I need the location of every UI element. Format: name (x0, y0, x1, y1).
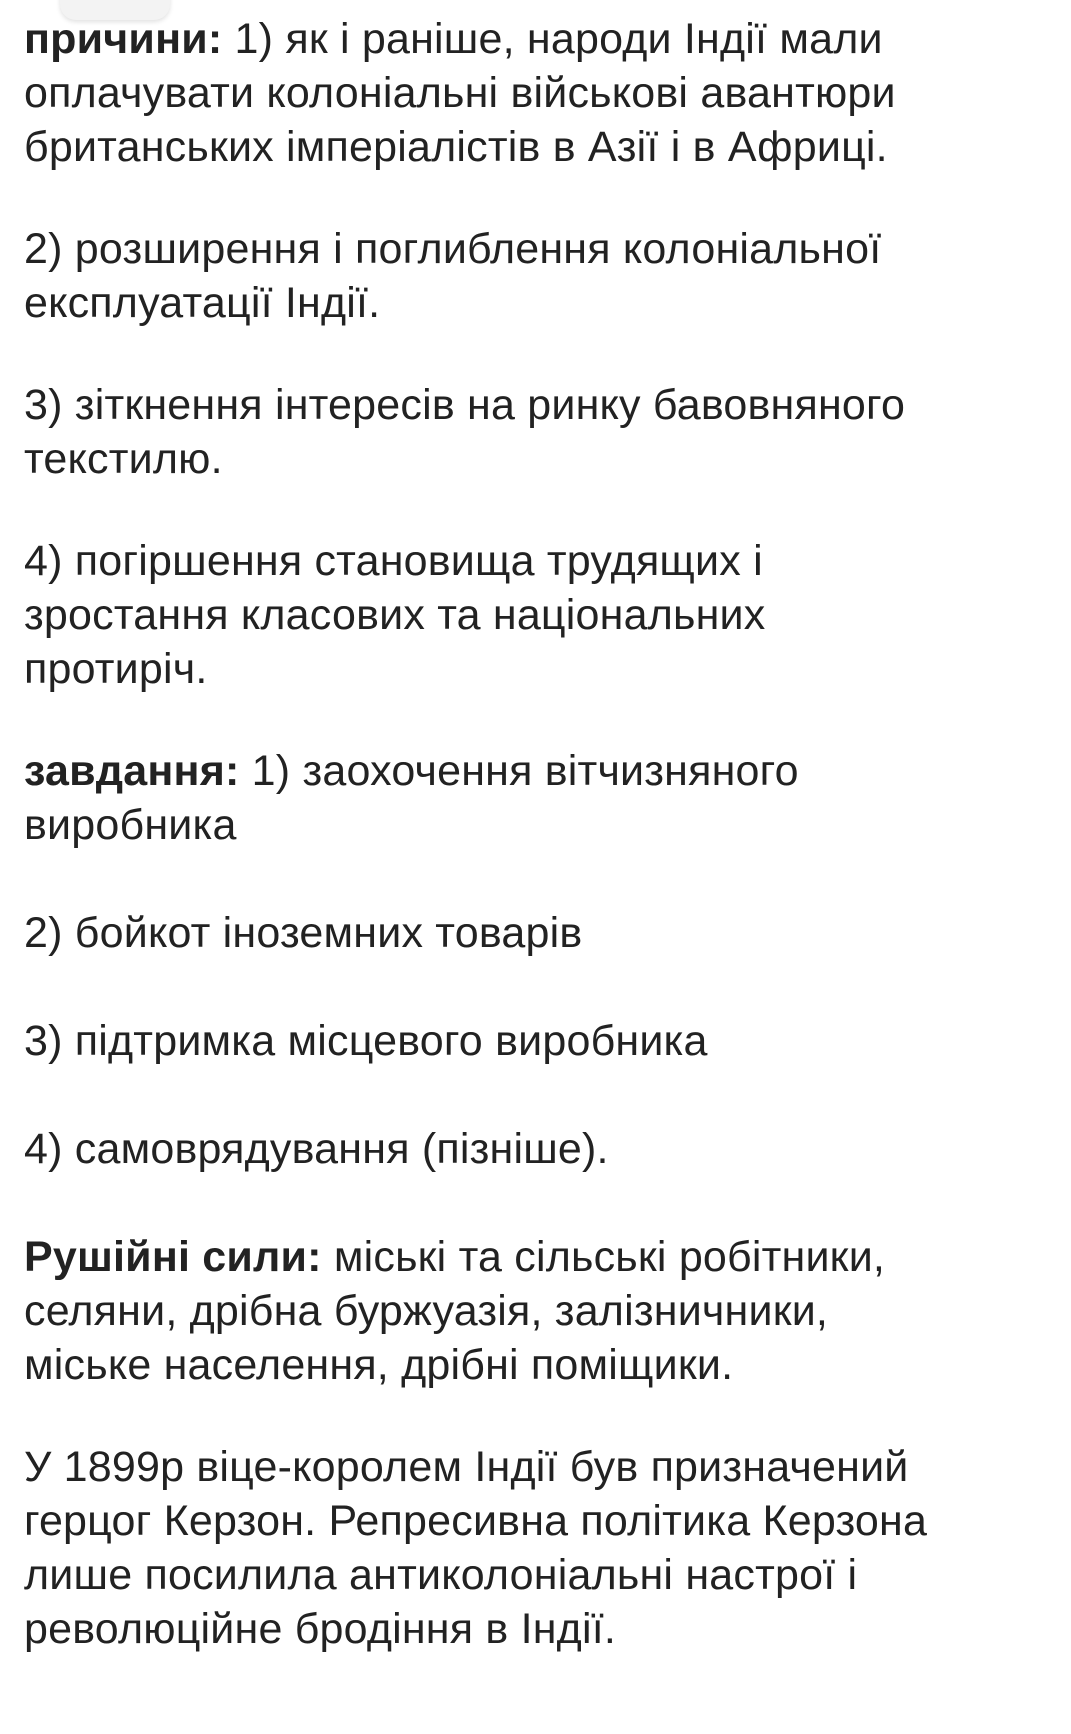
curzon-paragraph (24, 1440, 1059, 1656)
causes-item-3-line-2: текстилю. (24, 435, 223, 483)
curzon-line-1: У 1899р віце-королем Індії був призначений (24, 1443, 909, 1491)
tasks-paragraph-4 (24, 1122, 1059, 1176)
curzon-line-2: герцог Керзон. Репресивна політика Керзона (24, 1497, 928, 1545)
curzon-line-4: революційне бродіння в Індії. (24, 1605, 617, 1653)
forces-line-2: селяни, дрібна буржуазія, залізничники, (24, 1287, 829, 1335)
causes-item-1-line-1: 1) як і раніше, народи Індії мали (222, 15, 883, 63)
curzon-line-3: лише посилила антиколоніальні настрої і (24, 1551, 858, 1599)
forces-line-3: міське населення, дрібні поміщики. (24, 1341, 734, 1389)
causes-item-1-line-3: британських імперіалістів в Азії і в Африці. (24, 123, 888, 171)
causes-item-2-line-1: 2) розширення і поглиблення колоніальної (24, 225, 882, 273)
tasks-paragraph-3 (24, 1014, 1059, 1068)
forces-line-1: міські та сільські робітники, (321, 1233, 886, 1281)
causes-item-4-line-2: зростання класових та національних (24, 591, 766, 639)
causes-item-3-line-1: 3) зіткнення інтересів на ринку бавовняного (24, 381, 906, 429)
causes-item-1-line-2: оплачувати колоніальні військові авантюри (24, 69, 896, 117)
tasks-heading: завдання: (24, 747, 240, 795)
tasks-item-4: 4) самоврядування (пізніше). (24, 1125, 609, 1173)
causes-item-2-line-2: експлуатації Індії. (24, 279, 381, 327)
causes-paragraph-3 (24, 378, 1059, 486)
tasks-paragraph-1 (24, 744, 1059, 852)
tasks-item-3: 3) підтримка місцевого виробника (24, 1017, 708, 1065)
tasks-paragraph-2 (24, 906, 1059, 960)
causes-paragraph-1 (24, 12, 1059, 174)
tasks-item-1-line-2: виробника (24, 801, 237, 849)
tasks-item-2: 2) бойкот іноземних товарів (24, 909, 583, 957)
forces-paragraph (24, 1230, 1059, 1392)
causes-item-4-line-3: протиріч. (24, 645, 208, 693)
causes-paragraph-4 (24, 534, 1059, 696)
document-body (24, 12, 1059, 1656)
causes-heading: причини: (24, 15, 223, 63)
causes-item-4-line-1: 4) погіршення становища трудящих і (24, 537, 763, 585)
tasks-item-1-line-1: 1) заохочення вітчизняного (239, 747, 799, 795)
causes-paragraph-2 (24, 222, 1059, 330)
forces-heading: Рушійні сили: (24, 1233, 322, 1281)
